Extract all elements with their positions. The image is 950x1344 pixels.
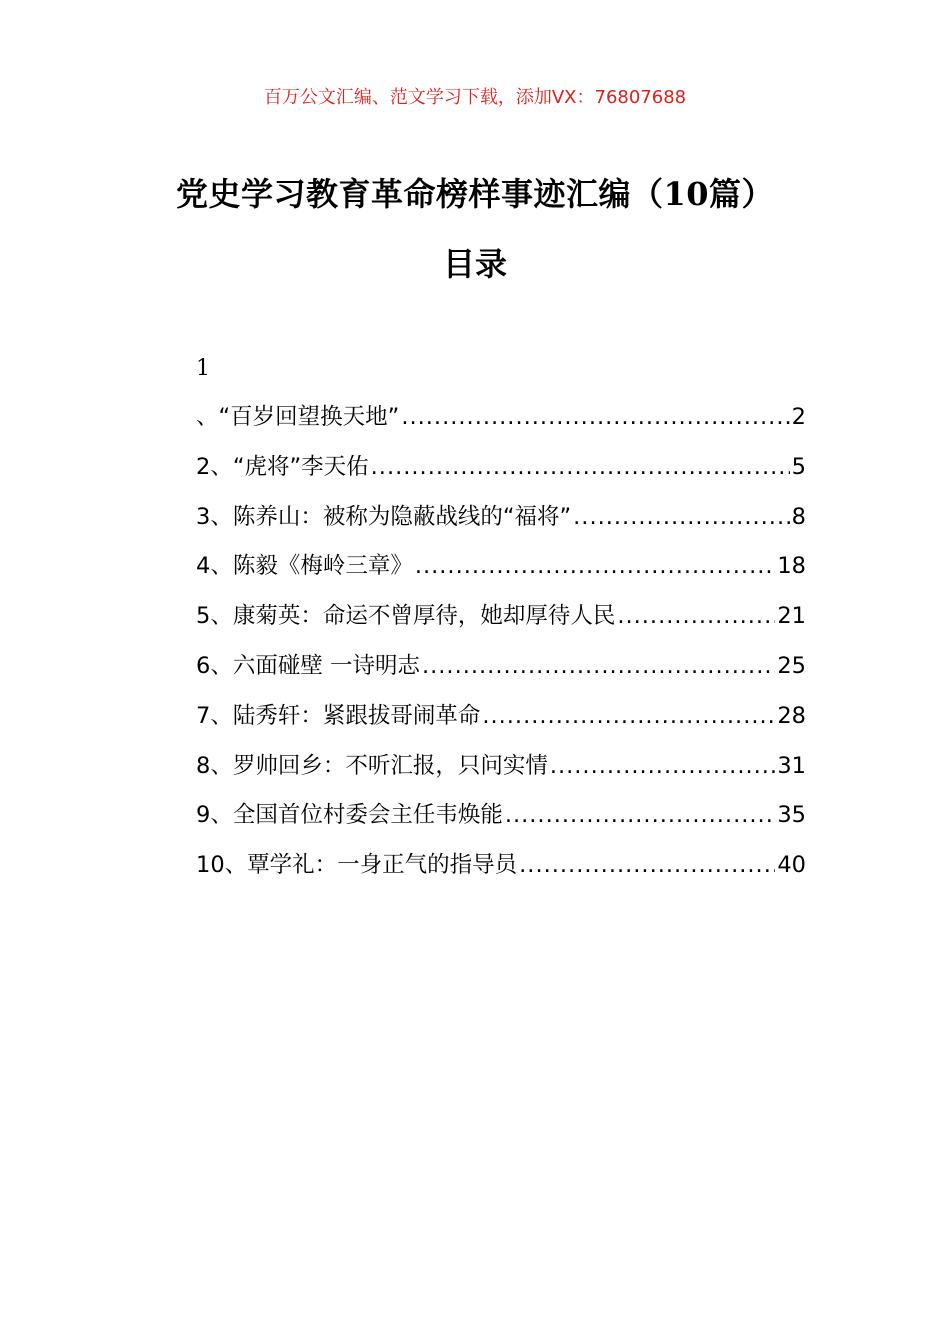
document-title	[0, 172, 950, 216]
title-prefix: 党史学习教育革命榜样事迹汇编（	[175, 175, 664, 213]
toc-item[interactable]	[196, 749, 806, 799]
toc-heading: 目录	[442, 245, 507, 283]
title-suffix: 篇）	[709, 175, 775, 213]
toc-item-page: 35	[777, 802, 806, 829]
toc-dot-leader	[371, 450, 790, 484]
toc-item[interactable]	[196, 599, 806, 649]
toc-item-label: 9、全国首位村委会主任韦焕能	[196, 802, 503, 829]
toc-item[interactable]	[196, 649, 806, 699]
toc-item-page: 8	[791, 503, 806, 530]
toc-dot-leader	[401, 400, 789, 434]
toc-item[interactable]	[196, 549, 806, 599]
toc-dot-leader	[505, 798, 776, 832]
toc-item-page: 28	[777, 702, 806, 729]
toc-item-label: 8、罗帅回乡：不听汇报，只问实情	[196, 752, 548, 779]
toc-item-label: 2、“虎将”李天佑	[196, 453, 369, 480]
toc-item-label: 6、六面碰壁 一诗明志	[196, 652, 420, 679]
toc-dot-leader	[550, 749, 776, 783]
toc-item-label: 7、陆秀轩：紧跟拔哥闹革命	[196, 702, 481, 729]
toc-item[interactable]	[196, 500, 806, 550]
toc-item[interactable]	[196, 798, 806, 848]
toc-item-page: 21	[777, 603, 806, 630]
toc-dot-leader	[422, 649, 775, 683]
toc-dot-leader	[573, 500, 790, 534]
toc-item[interactable]	[196, 699, 806, 749]
toc-dot-leader	[415, 549, 776, 583]
toc-item-page: 40	[777, 852, 806, 879]
toc-item-page: 5	[791, 453, 806, 480]
toc-item-label: 10、覃学礼：一身正气的指导员	[196, 852, 518, 879]
title-number: 10	[663, 175, 710, 213]
toc-item-page: 2	[791, 404, 806, 430]
toc-dot-leader	[519, 848, 775, 882]
table-of-contents	[196, 400, 806, 898]
toc-item-page: 25	[777, 652, 806, 679]
toc-item-page: 18	[777, 553, 806, 580]
header-watermark-note: 百万公文汇编、范文学习下载，添加VX：76807688	[263, 87, 687, 108]
toc-item-label: 3、陈养山：被称为隐蔽战线的“福将”	[196, 503, 572, 530]
toc-item-label: 4、陈毅《梅岭三章》	[196, 553, 413, 580]
toc-item-label: 、“百岁回望换天地”	[196, 404, 400, 430]
toc-item[interactable]	[196, 400, 806, 450]
toc-first-item-number: 1	[196, 356, 210, 381]
toc-item[interactable]	[196, 848, 806, 898]
toc-item[interactable]	[196, 450, 806, 500]
toc-dot-leader	[482, 699, 775, 733]
toc-item-page: 31	[777, 752, 806, 779]
toc-item-label: 5、康菊英：命运不曾厚待，她却厚待人民	[196, 603, 616, 630]
toc-dot-leader	[617, 599, 775, 633]
